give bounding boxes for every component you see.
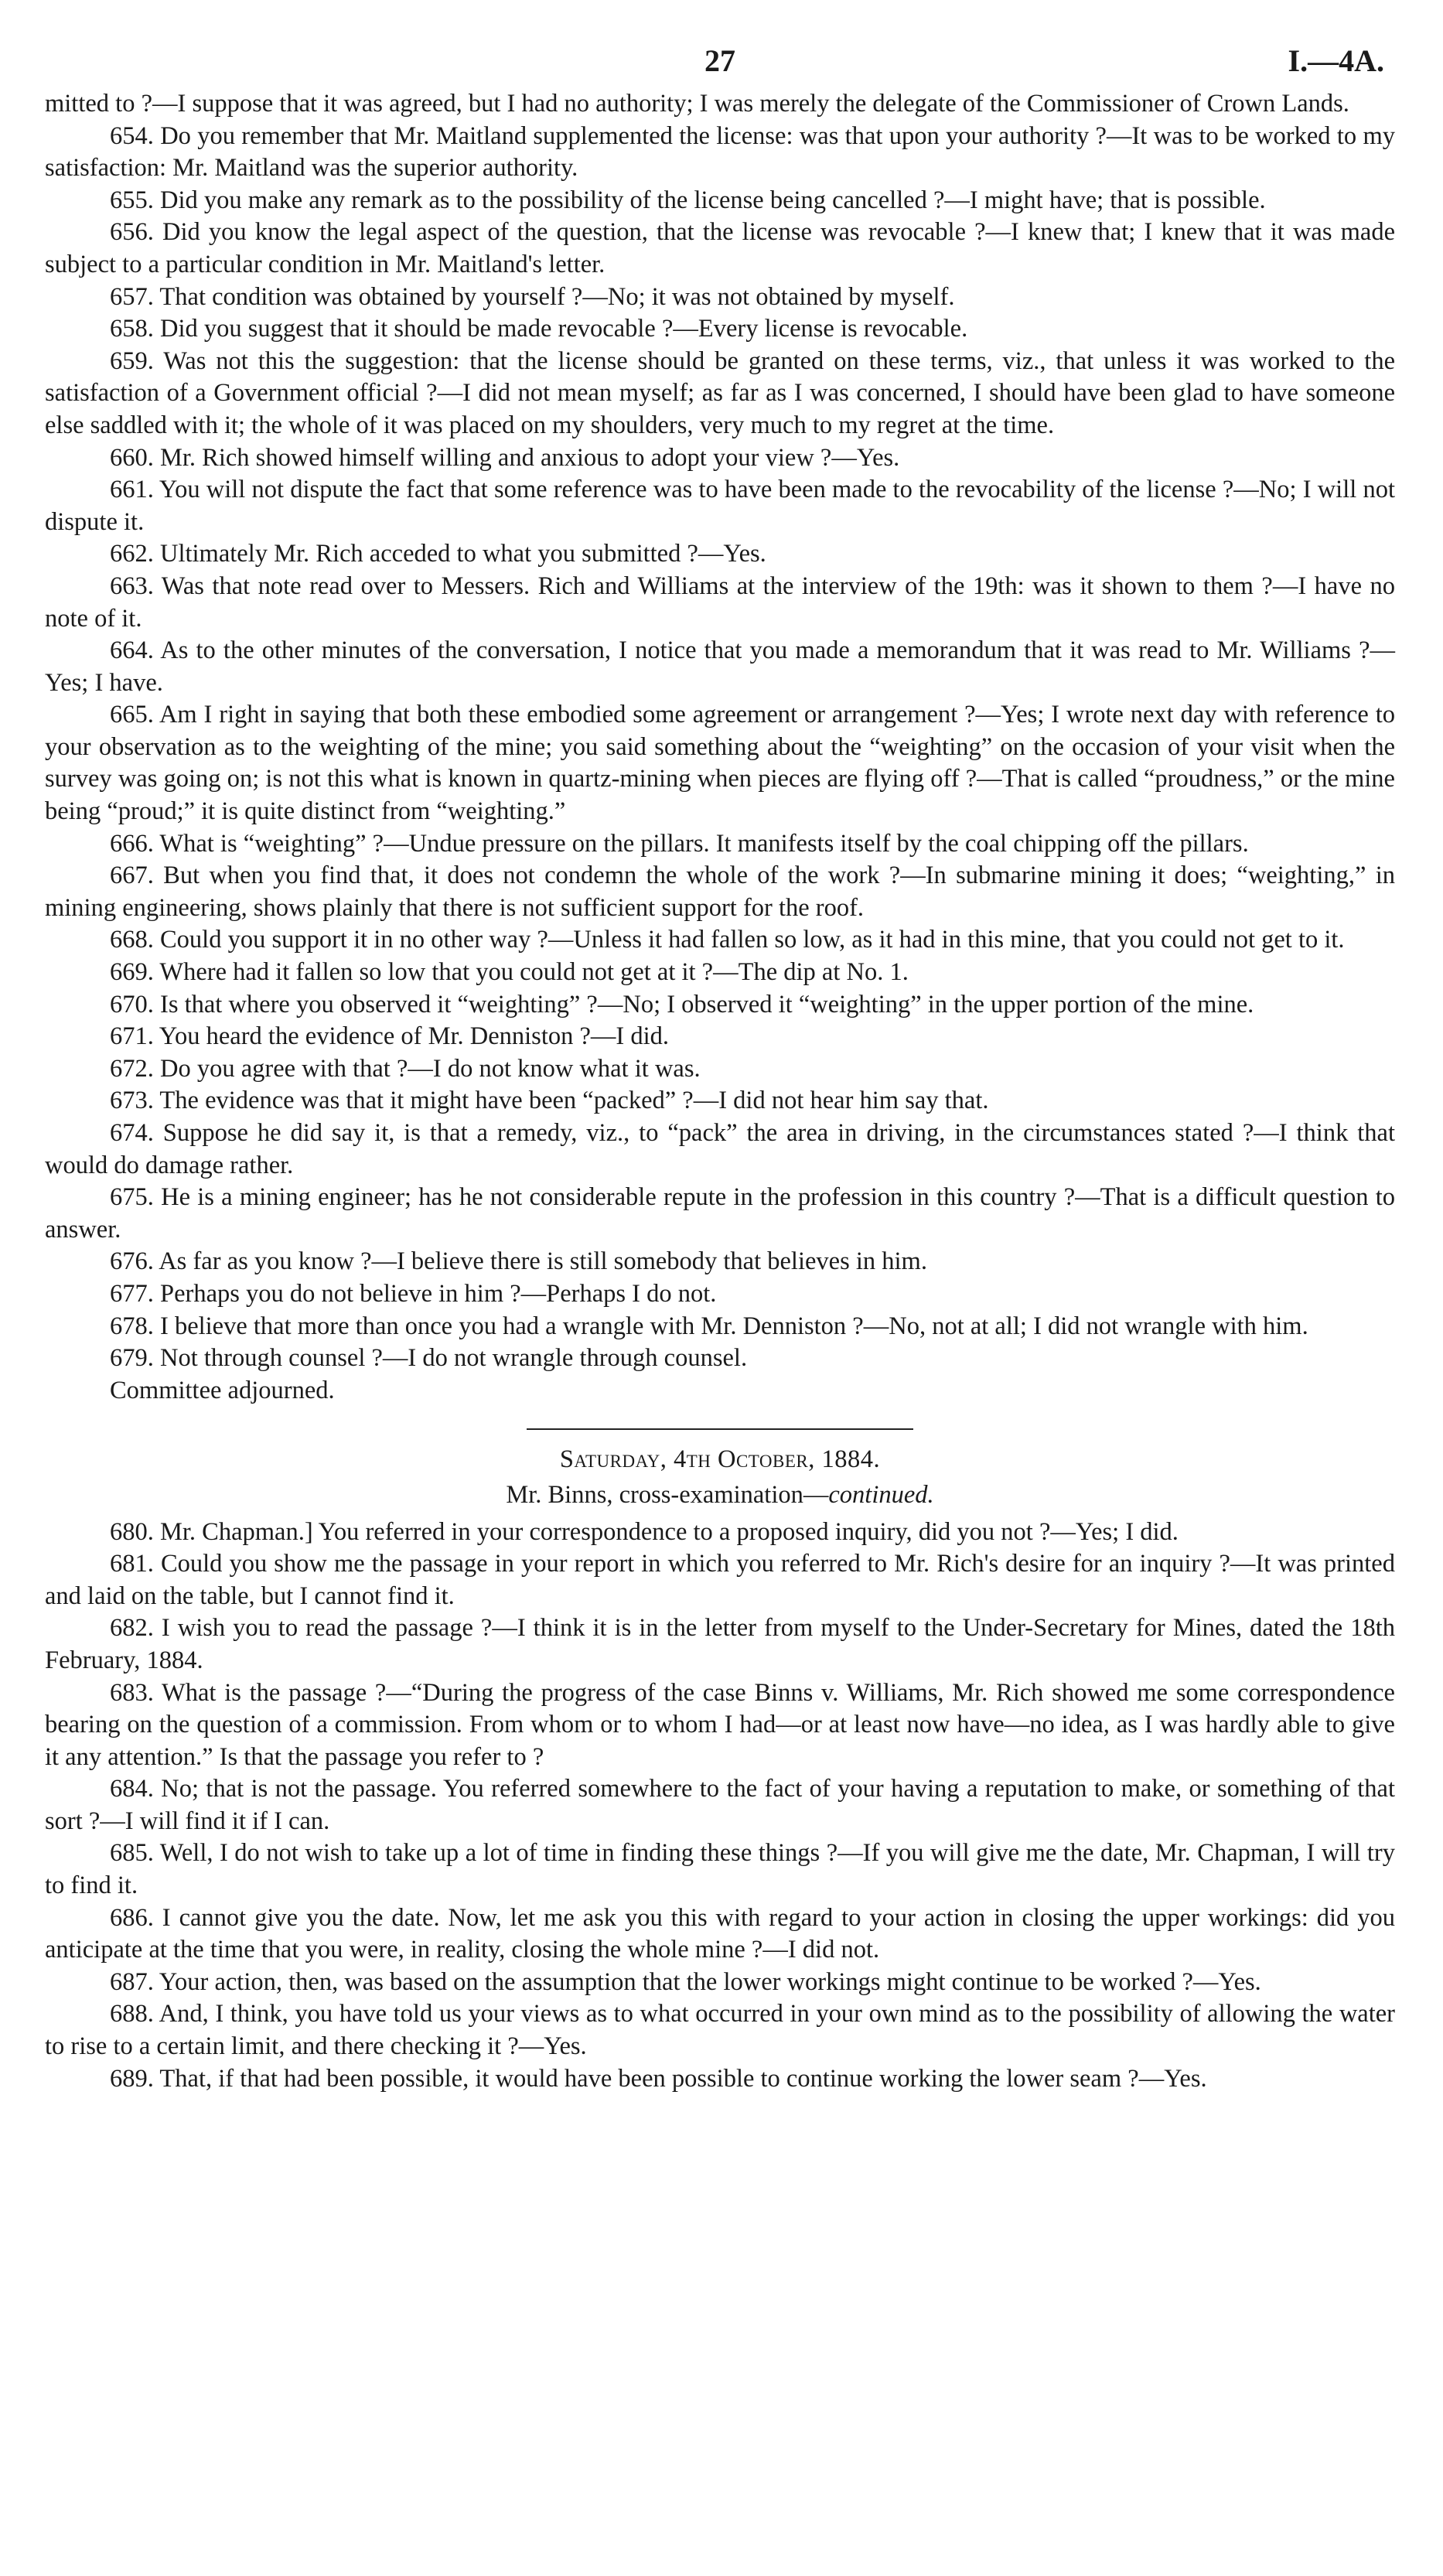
witness-continued: continued. xyxy=(828,1480,934,1509)
evidence-paragraph: 671. You heard the evidence of Mr. Denniston ?—I did. xyxy=(110,1022,669,1051)
evidence-paragraph: 687. Your action, then, was based on the assumption that the lower workings might continue to be worked ?—Yes. xyxy=(110,1967,1261,1996)
evidence-paragraph: 654. Do you remember that Mr. Maitland supplemented the license: was that upon your authority ?—It was to be worked to my satisfaction: Mr. Maitland was the superior authority. xyxy=(45,121,1395,183)
evidence-paragraph: 676. As far as you know ?—I believe there is still somebody that believes in him. xyxy=(110,1247,927,1276)
evidence-paragraph: 661. You will not dispute the fact that some reference was to have been made to the revocability of the license ?—No; I will not dispute it. xyxy=(45,476,1395,536)
page-header xyxy=(45,31,1395,88)
document-reference: I.—4A. xyxy=(1288,43,1384,78)
evidence-paragraph: 688. And, I think, you have told us your views as to what occurred in your own mind as to the possibility of allowing the water to rise to a certain limit, and there checking it ?—Yes. xyxy=(45,2000,1395,2061)
evidence-paragraph: 682. I wish you to read the passage ?—I think it is in the letter from myself to the Under-Secretary for Mines, dated the 18th February, 1884. xyxy=(45,1614,1395,1674)
evidence-paragraph: 658. Did you suggest that it should be made revocable ?—Every license is revocable. xyxy=(110,315,968,343)
evidence-paragraph: 663. Was that note read over to Messers. Rich and Williams at the interview of the 19th: was it shown to them ?—I have no note of it. xyxy=(45,571,1395,633)
evidence-section-1 xyxy=(45,88,1395,1407)
evidence-paragraph: 665. Am I right in saying that both these embodied some agreement or arrangement ?—Yes; I wrote next day with reference to your observation as to the weighting of the mine; you said something about the “weighting” on the occasion of your visit when the survey was going on; is not this what is known in quartz-mining when pieces are flying off ?—That is called “proudness,” or the mine being “proud;” it is quite distinct from “weighting.” xyxy=(45,701,1395,826)
evidence-paragraph: 666. What is “weighting” ?—Undue pressure on the pillars. It manifests itself by the coal chipping off the pillars. xyxy=(110,829,1249,858)
evidence-paragraph: 655. Did you make any remark as to the possibility of the license being cancelled ?—I might have; that is possible. xyxy=(110,186,1266,214)
section-divider xyxy=(527,1428,913,1430)
evidence-paragraph: mitted to ?—I suppose that it was agreed, but I had no authority; I was merely the delegate of the Commissioner of Crown Lands. xyxy=(45,90,1349,118)
evidence-paragraph: 681. Could you show me the passage in your report in which you referred to Mr. Rich's desire for an inquiry ?—It was printed and laid on the table, but I cannot find it. xyxy=(45,1550,1395,1610)
evidence-paragraph: 675. He is a mining engineer; has he not considerable repute in the profession in this country ?—That is a difficult question to answer. xyxy=(45,1183,1395,1244)
evidence-paragraph: 686. I cannot give you the date. Now, let me ask you this with regard to your action in closing the upper workings: did you anticipate at the time that you were, in reality, closing the whole mine ?—I did not. xyxy=(45,1903,1395,1964)
evidence-paragraph: 668. Could you support it in no other way ?—Unless it had fallen so low, as it had in this mine, that you could not get to it. xyxy=(110,926,1345,954)
evidence-paragraph: 660. Mr. Rich showed himself willing and anxious to adopt your view ?—Yes. xyxy=(110,443,900,472)
evidence-paragraph: 674. Suppose he did say it, is that a remedy, viz., to “pack” the area in driving, in the circumstances stated ?—I think that would do damage rather. xyxy=(45,1119,1395,1179)
evidence-paragraph: 683. What is the passage ?—“During the progress of the case Binns v. Williams, Mr. Rich showed me some correspondence bearing on the question of a commission. From whom or to whom I had—or at least now have—no idea, as I was hardly able to give it any attention.” Is that the passage you refer to ? xyxy=(45,1678,1395,1771)
page-number: 27 xyxy=(704,43,735,78)
evidence-paragraph: 657. That condition was obtained by yourself ?—No; it was not obtained by myself. xyxy=(110,282,955,311)
evidence-paragraph: 664. As to the other minutes of the conversation, I notice that you made a memorandum that it was read to Mr. Williams ?—Yes; I have. xyxy=(45,636,1395,697)
evidence-section-2 xyxy=(45,1517,1395,2096)
witness-line: Mr. Binns, cross-examination— xyxy=(506,1480,829,1509)
evidence-paragraph: 667. But when you find that, it does not condemn the whole of the work ?—In submarine mining it does; “weighting,” in mining engineering, shows plainly that there is not sufficient support for the roof. xyxy=(45,862,1395,922)
evidence-paragraph: 677. Perhaps you do not believe in him ?—Perhaps I do not. xyxy=(110,1279,717,1308)
evidence-paragraph: 678. I believe that more than once you had a wrangle with Mr. Denniston ?—No, not at all; I did not wrangle with him. xyxy=(110,1312,1308,1340)
evidence-paragraph: 679. Not through counsel ?—I do not wrangle through counsel. xyxy=(110,1344,748,1373)
evidence-paragraph: 684. No; that is not the passage. You referred somewhere to the fact of your having a reputation to make, or something of that sort ?—I will find it if I can. xyxy=(45,1775,1395,1835)
evidence-paragraph: 670. Is that where you observed it “weighting” ?—No; I observed it “weighting” in the upper portion of the mine. xyxy=(110,990,1254,1018)
evidence-paragraph: 656. Did you know the legal aspect of the question, that the license was revocable ?—I knew that; I knew that it was made subject to a particular condition in Mr. Maitland's letter. xyxy=(45,218,1395,278)
session-date-heading: Saturday, 4th October, 1884. xyxy=(559,1445,881,1474)
evidence-paragraph: 685. Well, I do not wish to take up a lot of time in finding these things ?—If you will give me the date, Mr. Chapman, I will try to find it. xyxy=(45,1839,1395,1900)
evidence-paragraph: 672. Do you agree with that ?—I do not know what it was. xyxy=(110,1054,701,1083)
witness-heading xyxy=(45,1479,1395,1512)
evidence-paragraph: 669. Where had it fallen so low that you could not get at it ?—The dip at No. 1. xyxy=(110,958,909,987)
evidence-paragraph: 689. That, if that had been possible, it would have been possible to continue working the lower seam ?—Yes. xyxy=(110,2064,1207,2093)
evidence-paragraph: Committee adjourned. xyxy=(110,1376,335,1404)
evidence-paragraph: 680. Mr. Chapman.] You referred in your correspondence to a proposed inquiry, did you not ?—Yes; I did. xyxy=(110,1517,1179,1546)
evidence-paragraph: 659. Was not this the suggestion: that the license should be granted on these terms, viz., that unless it was worked to the satisfaction of a Government official ?—I did not mean myself; as far as I was concerned, I should have been glad to have someone else saddled with it; the whole of it was placed on my shoulders, very much to my regret at the time. xyxy=(45,346,1395,439)
document-page xyxy=(45,31,1395,2552)
evidence-paragraph: 662. Ultimately Mr. Rich acceded to what you submitted ?—Yes. xyxy=(110,540,766,568)
evidence-paragraph: 673. The evidence was that it might have been “packed” ?—I did not hear him say that. xyxy=(110,1087,989,1115)
